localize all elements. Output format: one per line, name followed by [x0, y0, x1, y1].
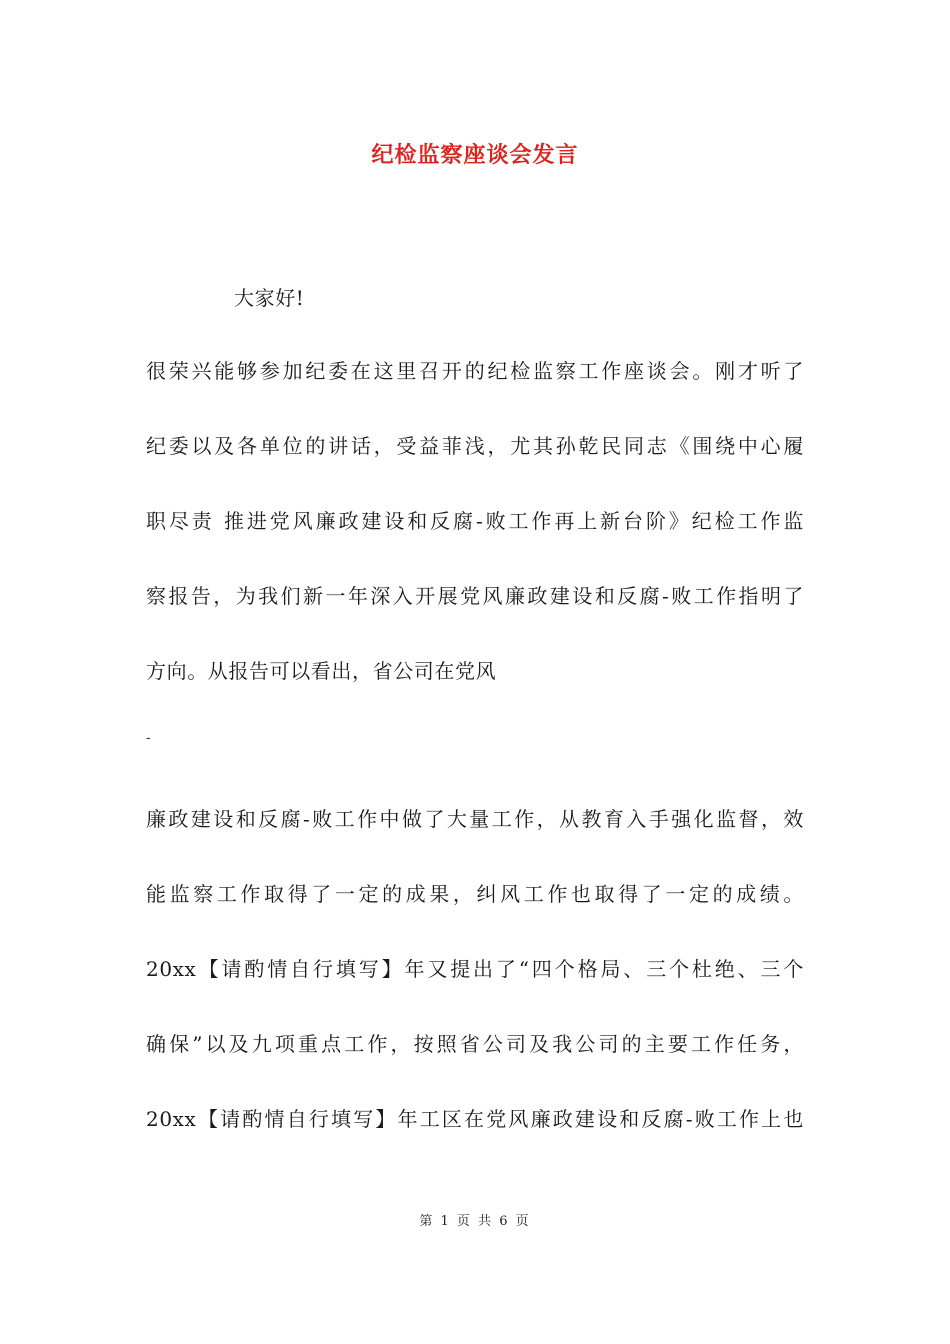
body-line-8: 能监察工作取得了一定的成果，纠风工作也取得了一定的成绩。: [146, 882, 804, 906]
body-line-dash: -: [146, 730, 152, 746]
greeting-text: 大家好!: [234, 286, 305, 310]
body-line-3: 职尽责 推进党风廉政建设和反腐-败工作再上新台阶》纪检工作监: [146, 509, 804, 533]
body-line-1: 很荣兴能够参加纪委在这里召开的纪检监察工作座谈会。刚才听了: [146, 359, 804, 383]
body-line-5: 方向。从报告可以看出，省公司在党风: [146, 659, 497, 683]
body-line-7: 廉政建设和反腐-败工作中做了大量工作，从教育入手强化监督，效: [146, 807, 804, 831]
body-line-4: 察报告，为我们新一年深入开展党风廉政建设和反腐-败工作指明了: [146, 584, 804, 608]
body-line-2: 纪委以及各单位的讲话，受益菲浅，尤其孙乾民同志《围绕中心履: [146, 434, 804, 458]
body-line-10: 确保”以及九项重点工作，按照省公司及我公司的主要工作任务，: [146, 1032, 804, 1056]
page-footer: 第 1 页 共 6 页: [419, 1214, 531, 1229]
body-line-11: 20xx【请酌情自行填写】年工区在党风廉政建设和反腐-败工作上也: [146, 1107, 804, 1131]
document-title: 纪检监察座谈会发言: [371, 142, 579, 168]
body-line-9: 20xx【请酌情自行填写】年又提出了“四个格局、三个杜绝、三个: [146, 957, 804, 981]
